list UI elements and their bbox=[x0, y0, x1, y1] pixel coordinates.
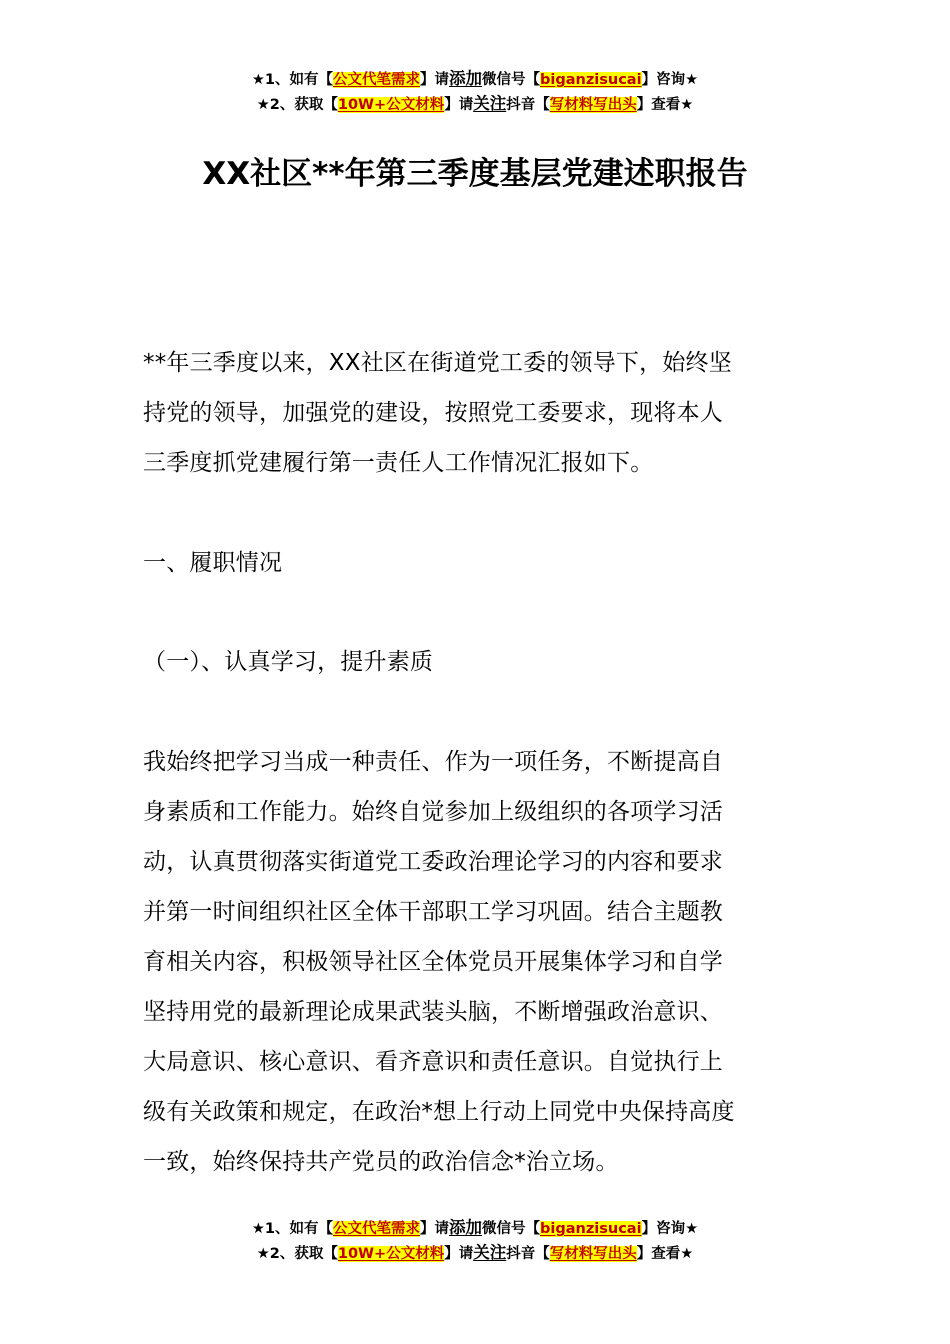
promo-text: 抖音【 bbox=[506, 1246, 550, 1262]
section-heading: 一、履职情况 bbox=[143, 550, 283, 576]
promo-text: 】请 bbox=[444, 97, 474, 113]
paragraph-line: **年三季度以来，XX社区在街道党工委的领导下，始终坚 bbox=[143, 350, 732, 376]
promo-emphasis: 关注 bbox=[473, 94, 507, 113]
paragraph-line: 持党的领导，加强党的建设，按照党工委要求，现将本人 bbox=[143, 400, 723, 426]
promo-text: 】请 bbox=[420, 1221, 450, 1237]
promo-text: ★1、如有【 bbox=[251, 1221, 334, 1237]
promo-highlight-wechat-id: biganzisucai bbox=[540, 1221, 642, 1237]
subsection-heading: （一）、认真学习，提升素质 bbox=[143, 649, 434, 675]
promo-text: 】查看★ bbox=[636, 1246, 694, 1262]
paragraph-line: 育相关内容，积极领导社区全体党员开展集体学习和自学 bbox=[143, 949, 723, 975]
paragraph-line: 身素质和工作能力。始终自觉参加上级组织的各项学习活 bbox=[143, 799, 723, 825]
promo-text: 】咨询★ bbox=[641, 72, 699, 88]
promo-line-2 bbox=[0, 1241, 950, 1266]
promo-line-1 bbox=[0, 67, 950, 92]
promo-text: 】请 bbox=[444, 1246, 474, 1262]
promo-text: 微信号【 bbox=[482, 72, 541, 88]
promo-text: 】查看★ bbox=[636, 97, 694, 113]
paragraph-line: 我始终把学习当成一种责任、作为一项任务，不断提高自 bbox=[143, 749, 723, 775]
promo-highlight-douyin-id: 写材料写出头 bbox=[549, 1246, 637, 1262]
promo-text: ★2、获取【 bbox=[256, 1246, 338, 1262]
promo-line-1 bbox=[0, 1216, 950, 1241]
paragraph-line: 级有关政策和规定，在政治*想上行动上同党中央保持高度 bbox=[143, 1099, 735, 1125]
promo-line-2 bbox=[0, 92, 950, 117]
promo-highlight-wechat-id: biganzisucai bbox=[540, 72, 642, 88]
paragraph-line: 三季度抓党建履行第一责任人工作情况汇报如下。 bbox=[143, 450, 654, 476]
bottom-promo-banner bbox=[0, 1216, 950, 1266]
promo-text: 抖音【 bbox=[506, 97, 550, 113]
promo-highlight-service: 公文代笔需求 bbox=[333, 1221, 421, 1237]
paragraph-line: 大局意识、核心意识、看齐意识和责任意识。自觉执行上 bbox=[143, 1049, 723, 1075]
promo-emphasis: 关注 bbox=[473, 1243, 507, 1262]
body-paragraph bbox=[143, 737, 811, 1187]
document-title: XX社区**年第三季度基层党建述职报告 bbox=[202, 156, 748, 192]
promo-emphasis: 添加 bbox=[449, 69, 483, 88]
promo-highlight-materials: 10W+公文材料 bbox=[337, 97, 445, 113]
promo-text: 】咨询★ bbox=[641, 1221, 699, 1237]
paragraph-line: 坚持用党的最新理论成果武装头脑，不断增强政治意识、 bbox=[143, 999, 723, 1025]
intro-paragraph bbox=[143, 338, 811, 488]
top-promo-banner bbox=[0, 67, 950, 117]
paragraph-line: 动，认真贯彻落实街道党工委政治理论学习的内容和要求 bbox=[143, 849, 723, 875]
promo-highlight-service: 公文代笔需求 bbox=[333, 72, 421, 88]
promo-text: ★1、如有【 bbox=[251, 72, 334, 88]
paragraph-line: 并第一时间组织社区全体干部职工学习巩固。结合主题教 bbox=[143, 899, 723, 925]
promo-highlight-douyin-id: 写材料写出头 bbox=[549, 97, 637, 113]
paragraph-line: 一致，始终保持共产党员的政治信念*治立场。 bbox=[143, 1149, 619, 1175]
promo-text: 】请 bbox=[420, 72, 450, 88]
promo-highlight-materials: 10W+公文材料 bbox=[337, 1246, 445, 1262]
promo-text: 微信号【 bbox=[482, 1221, 541, 1237]
promo-emphasis: 添加 bbox=[449, 1218, 483, 1237]
promo-text: ★2、获取【 bbox=[256, 97, 338, 113]
